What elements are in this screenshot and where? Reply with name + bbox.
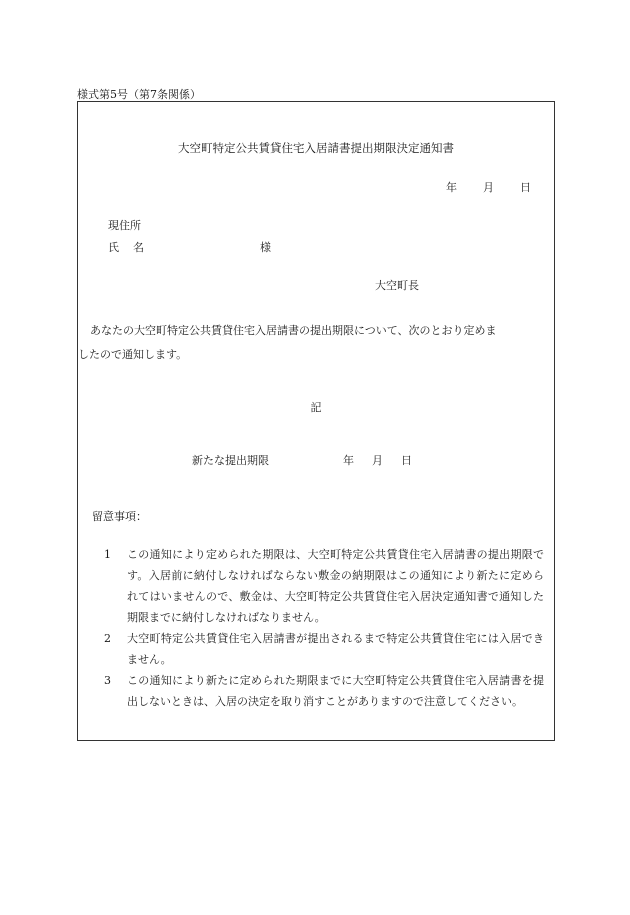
deadline-year: 年 <box>343 454 354 467</box>
deadline-day: 日 <box>401 454 412 467</box>
notes-list <box>104 544 544 712</box>
date-month: 月 <box>483 181 494 194</box>
note-item <box>104 670 544 712</box>
date-day: 日 <box>520 181 531 194</box>
issuer: 大空町長 <box>375 279 419 292</box>
body-line-1: あなたの大空町特定公共賃貸住宅入居請書の提出期限について、次のとおり定めま <box>90 324 497 337</box>
honorific: 様 <box>260 241 271 254</box>
note-number: 3 <box>104 674 111 687</box>
document-title: 大空町特定公共賃貸住宅入居請書提出期限決定通知書 <box>178 141 454 155</box>
note-number: 1 <box>104 548 111 561</box>
name-label-2: 名 <box>133 241 144 254</box>
date-year: 年 <box>446 181 457 194</box>
note-item <box>104 628 544 670</box>
name-label-1: 氏 <box>108 241 119 254</box>
ki-heading: 記 <box>310 401 322 414</box>
deadline-label: 新たな提出期限 <box>192 454 269 467</box>
note-text: 大空町特定公共賃貸住宅入居請書が提出されるまで特定公共賃貸住宅には入居できません。 <box>127 632 544 666</box>
form-reference: 様式第5号（第7条関係） <box>77 88 201 101</box>
address-label: 現住所 <box>108 219 141 232</box>
new-deadline <box>192 452 412 468</box>
name-label <box>108 239 144 255</box>
issue-date <box>446 179 531 195</box>
notice-frame <box>77 101 555 741</box>
body-line-2: したので通知します。 <box>78 348 188 361</box>
note-text: この通知により定められた期限は、大空町特定公共賃貸住宅入居請書の提出期限です。入居前に納付しなければならない敷金の納期限はこの通知により新たに定められてはいませんので、敷金は、大空町特定公共賃貸住宅入居決定通知書で通知した期限までに納付しなければなりません。 <box>127 548 544 624</box>
note-item <box>104 544 544 628</box>
deadline-month: 月 <box>372 454 383 467</box>
note-number: 2 <box>104 632 111 645</box>
notice-body <box>78 319 556 367</box>
note-text: この通知により新たに定められた期限までに大空町特定公共賃貸住宅入居請書を提出しないときは、入居の決定を取り消すことがありますので注意してください。 <box>127 674 544 708</box>
notes-heading: 留意事項： <box>92 510 147 523</box>
